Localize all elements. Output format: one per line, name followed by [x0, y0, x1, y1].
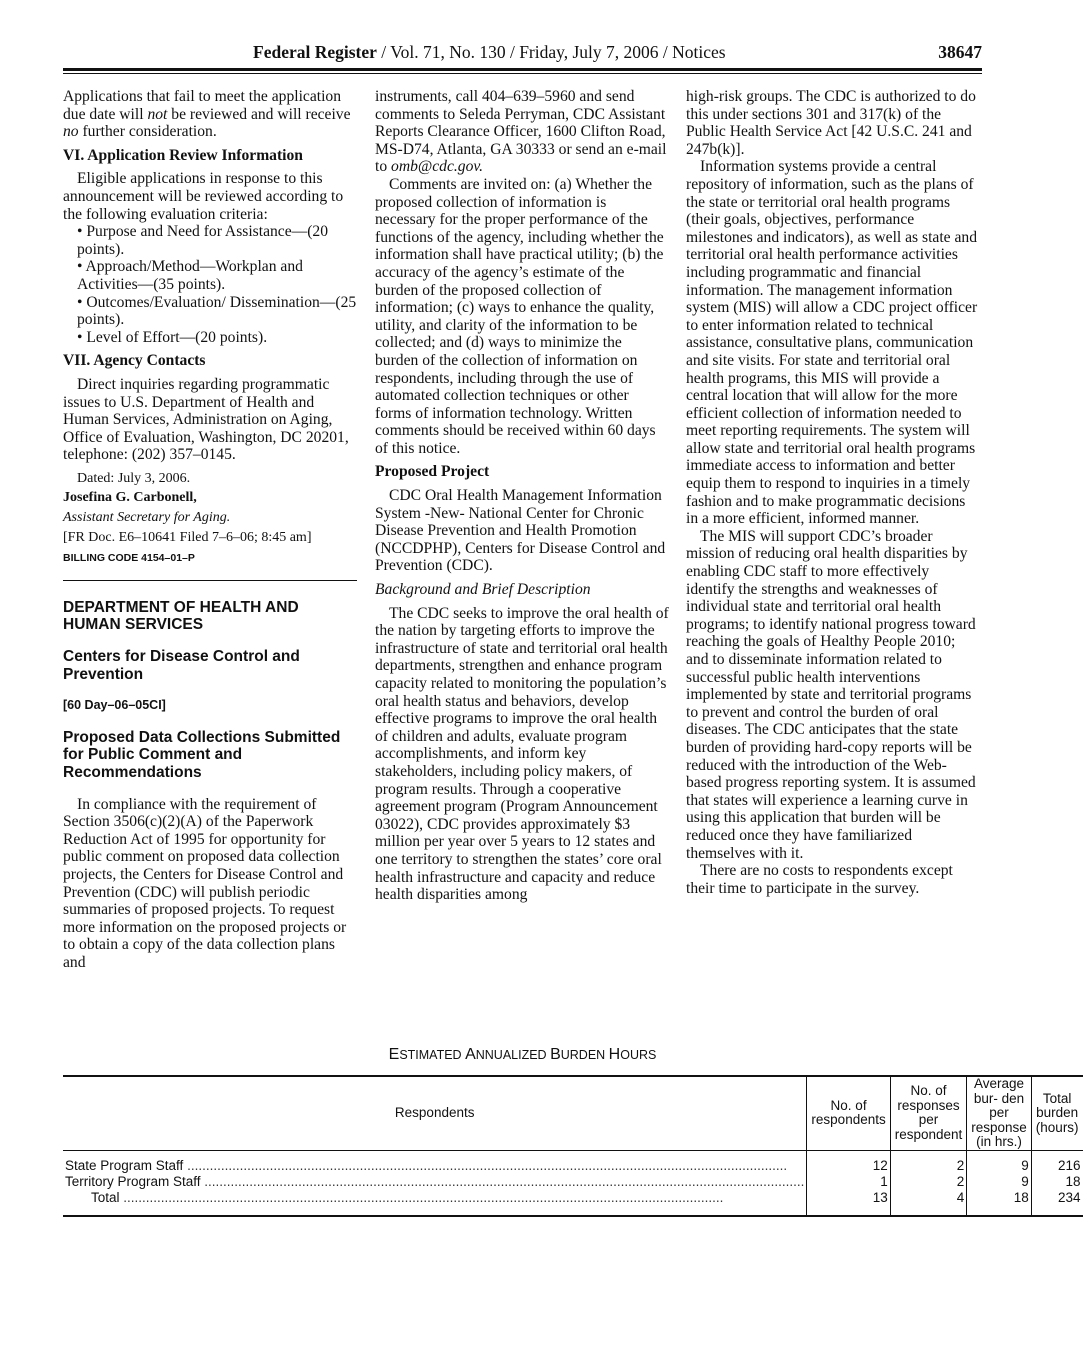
- value-text: 9: [1021, 1158, 1029, 1174]
- value-text: 13: [872, 1190, 888, 1206]
- paragraph: [63, 376, 357, 464]
- paragraph: [63, 170, 357, 223]
- signer-name: Josefina G. Carbonell,: [63, 490, 197, 506]
- title-part: B: [550, 1046, 561, 1063]
- paragraph: [63, 796, 357, 972]
- header-rule-thin: [63, 73, 982, 74]
- signer-title: Assistant Secretary for Aging.: [63, 510, 231, 526]
- respondent-type: [63, 1150, 807, 1175]
- paragraph: [375, 487, 669, 575]
- subsection-heading: Background and Brief Description: [375, 581, 591, 599]
- title-part: STIMATED: [399, 1048, 466, 1062]
- title-part: NNUALIZED: [475, 1048, 551, 1062]
- title-part: E: [388, 1046, 400, 1063]
- text-run: Direct inquiries regarding programmatic issues to U.S. Department of Health and Human Services, Administration on Aging, Office of Evaluation, Washington, DC 20201, telephone: (202) 357–0145.: [63, 375, 349, 464]
- text-run: Eligible applications in response to this announcement will be reviewed according to the following evaluation criteria:: [63, 170, 344, 223]
- table-title: [63, 1046, 982, 1064]
- fr-doc-line: [FR Doc. E6–10641 Filed 7–6–06; 8:45 am]: [63, 529, 312, 545]
- cell-value: [1031, 1150, 1082, 1175]
- text-run: be reviewed and will receive: [167, 105, 351, 123]
- running-head: [253, 42, 726, 63]
- column-header: No. of respondents: [807, 1076, 890, 1150]
- paragraph: [375, 88, 669, 176]
- column-header: No. of responses per respondent: [890, 1076, 967, 1150]
- dot-leader: ................................................................................................................................................................: [183, 1158, 788, 1174]
- agency-heading: Centers for Disease Control and Prevention: [63, 648, 300, 683]
- page-number: 38647: [938, 42, 982, 62]
- value-text: 216: [1058, 1158, 1081, 1174]
- paragraph: [63, 88, 357, 141]
- cell-value: [807, 1150, 890, 1175]
- cell-value: [1031, 1191, 1082, 1216]
- table-row: [63, 1191, 1083, 1216]
- criteria-bullet: • Purpose and Need for Assistance—(20 points).: [77, 223, 329, 258]
- paragraph: [375, 605, 669, 904]
- cell-value: [807, 1191, 890, 1216]
- emphasis-text: no: [63, 123, 79, 141]
- criteria-bullet: • Outcomes/Evaluation/ Dissemination—(25 points).: [77, 293, 357, 329]
- text-run: further consideration.: [78, 123, 217, 141]
- text-run: Applications that fail to meet the application due date will: [63, 88, 342, 123]
- cell-value: [890, 1150, 967, 1175]
- value-text: 18: [1065, 1174, 1081, 1190]
- value-text: 2: [956, 1174, 965, 1190]
- section-heading: VI. Application Review Information: [63, 146, 303, 164]
- docket-number: [60 Day–06–05CI]: [63, 698, 166, 713]
- emphasis-text: not: [147, 105, 168, 123]
- agency-heading: DEPARTMENT OF HEALTH AND HUMAN SERVICES: [63, 598, 299, 634]
- title-part: OURS: [620, 1048, 657, 1062]
- text-run: Information systems provide a central repository of information, such as the plans of the state or territorial oral health programs (their goals, objectives, performance milestones and indicators), as well as state and territorial oral health performance activities including programmatic and financial information. The management information system (MIS) will allow a CDC project officer to enter information related to technical assistance, consultative plans, communication and site visits. For state and territorial oral health programs, this MIS will provide a central location that will allow for the more efficient collection of information needed to meet reporting requirements. The system will allow state and territorial oral health programs immediate access to information and better equip them to respond to inquiries in a timely fashion and to make programmatic decisions in a more efficient, informed manner.: [686, 158, 978, 528]
- agency-heading: Proposed Data Collections Submitted for Public Comment and Recommendations: [63, 728, 341, 781]
- title-part: URDEN: [560, 1048, 609, 1062]
- page-header: [63, 42, 982, 66]
- issue-info: / Vol. 71, No. 130 / Friday, July 7, 2006 / Notices: [376, 42, 726, 62]
- column-header: Average bur- den per response (in hrs.): [967, 1076, 1032, 1150]
- criteria-bullet: • Level of Effort—(20 points).: [77, 328, 268, 346]
- criteria-bullet: • Approach/Method—Workplan and Activities—(35 points).: [77, 258, 303, 293]
- column-3: [686, 88, 980, 897]
- respondent-type: [63, 1175, 807, 1191]
- respondent-type: [63, 1191, 807, 1216]
- paragraph: [686, 528, 980, 862]
- cell-value: [807, 1175, 890, 1191]
- column-header: Total burden (hours): [1031, 1076, 1082, 1150]
- title-part: H: [608, 1046, 621, 1063]
- column-2: [375, 88, 669, 904]
- table-row: [63, 1150, 1083, 1175]
- paragraph: [686, 158, 980, 527]
- value-text: 12: [872, 1158, 888, 1174]
- text-run: In compliance with the requirement of Section 3506(c)(2)(A) of the Paperwork Reduction Act of 1995 for opportunity for public comment on proposed data collection projects, the Centers for Disease Control and Prevention (CDC) will publish periodic summaries of proposed projects. To request more information on the proposed projects or to obtain a copy of the data collection plans and: [63, 795, 347, 971]
- cell-value: [890, 1191, 967, 1216]
- title-part: A: [465, 1046, 476, 1063]
- cell-value: [1031, 1175, 1082, 1191]
- table-row: [63, 1175, 1083, 1191]
- text-run: CDC Oral Health Management Information System -New- National Center for Chronic Disease Prevention and Health Promotion (NCCDPHP), Centers for Disease Control and Prevention (CDC).: [375, 487, 666, 575]
- text-run: The MIS will support CDC’s broader mission of reducing oral health disparities by enabling CDC staff to more effectively identify the strengths and weaknesses of individual state and territorial oral health programs; to identify national progress toward reaching the goals of Healthy People 2010; and to disseminate information related to successful public health interventions implemented by state and territorial programs to prevent and control the burden of oral diseases. The CDC anticipates that the state burden of providing hard-copy reports will be reduced with the introduction of the Web-based progress reporting system. It is assumed that states will experience a learning curve in using this application that burden will be reduced once they have familiarized themselves with it.: [686, 527, 976, 862]
- text-run: high-risk groups. The CDC is authorized to do this under sections 301 and 317(k) of the Public Health Service Act [42 U.S.C. 241 and 247b(k)].: [686, 88, 976, 158]
- section-heading: Proposed Project: [375, 463, 490, 481]
- paragraph: [686, 862, 980, 897]
- cell-value: [890, 1175, 967, 1191]
- dot-leader: ................................................................................................................................................................: [200, 1174, 805, 1190]
- cell-value: [967, 1175, 1032, 1191]
- billing-code: BILLING CODE 4154–01–P: [63, 552, 195, 565]
- dot-leader: ................................................................................................................................................................: [119, 1190, 724, 1206]
- cell-value: [967, 1191, 1032, 1216]
- paragraph: [375, 176, 669, 458]
- respondent-label: Territory Program Staff: [65, 1174, 201, 1190]
- column-header: Respondents: [63, 1076, 807, 1150]
- value-text: 4: [956, 1190, 965, 1206]
- respondent-label: Total: [91, 1190, 120, 1206]
- respondent-label: State Program Staff: [65, 1158, 184, 1174]
- table-header-row: [63, 1076, 1083, 1150]
- column-1: [63, 88, 357, 972]
- text-run: The CDC seeks to improve the oral health of the nation by targeting efforts to improve the infrastructure of state and territorial oral health departments, strengthen and enhance program capacity related to monitoring the population’s oral health status and behaviors, develop effective programs to improve the oral health of children and adults, evaluate program accomplishments, and inform key stakeholders, including policy makers, of program results. Through a cooperative agreement program (Program Announcement 03022), CDC provides approximately $3 million per year over 5 years to 12 states and one territory to strengthen the states’ core oral health infrastructure and capacity and reduce health disparities among: [375, 604, 669, 904]
- cell-value: [967, 1150, 1032, 1175]
- dated-line: Dated: July 3, 2006.: [77, 470, 191, 486]
- section-heading: VII. Agency Contacts: [63, 352, 206, 370]
- text-run: instruments, call 404–639–5960 and send comments to Seleda Perryman, CDC Assistant Reports Clearance Officer, 1600 Clifton Road, MS-D74, Atlanta, GA 30333 or send an e-mail to: [375, 88, 667, 176]
- text-run: Comments are invited on: (a) Whether the proposed collection of information is necessary for the proper performance of the functions of the agency, including whether the information shall have practical utility; (b) the accuracy of the agency’s estimate of the burden of the proposed collection of information; (c) ways to enhance the quality, utility, and clarity of the information to be collected; and (d) ways to minimize the burden of the collection of information on respondents, including through the use of automated collection techniques or other forms of information technology. Written comments should be received within 60 days of this notice.: [375, 175, 664, 457]
- value-text: 9: [1021, 1174, 1029, 1190]
- value-text: 2: [956, 1158, 965, 1174]
- burden-table: [63, 1075, 1083, 1217]
- value-text: 18: [1013, 1190, 1029, 1206]
- publication-name: Federal Register: [253, 42, 377, 62]
- section-divider: [63, 580, 357, 581]
- emphasis-text: omb@cdc.gov.: [391, 158, 484, 176]
- paragraph: [686, 88, 980, 158]
- value-text: 1: [880, 1174, 888, 1190]
- value-text: 234: [1058, 1190, 1081, 1206]
- header-rule: [63, 68, 982, 71]
- text-run: There are no costs to respondents except their time to participate in the survey.: [686, 862, 953, 897]
